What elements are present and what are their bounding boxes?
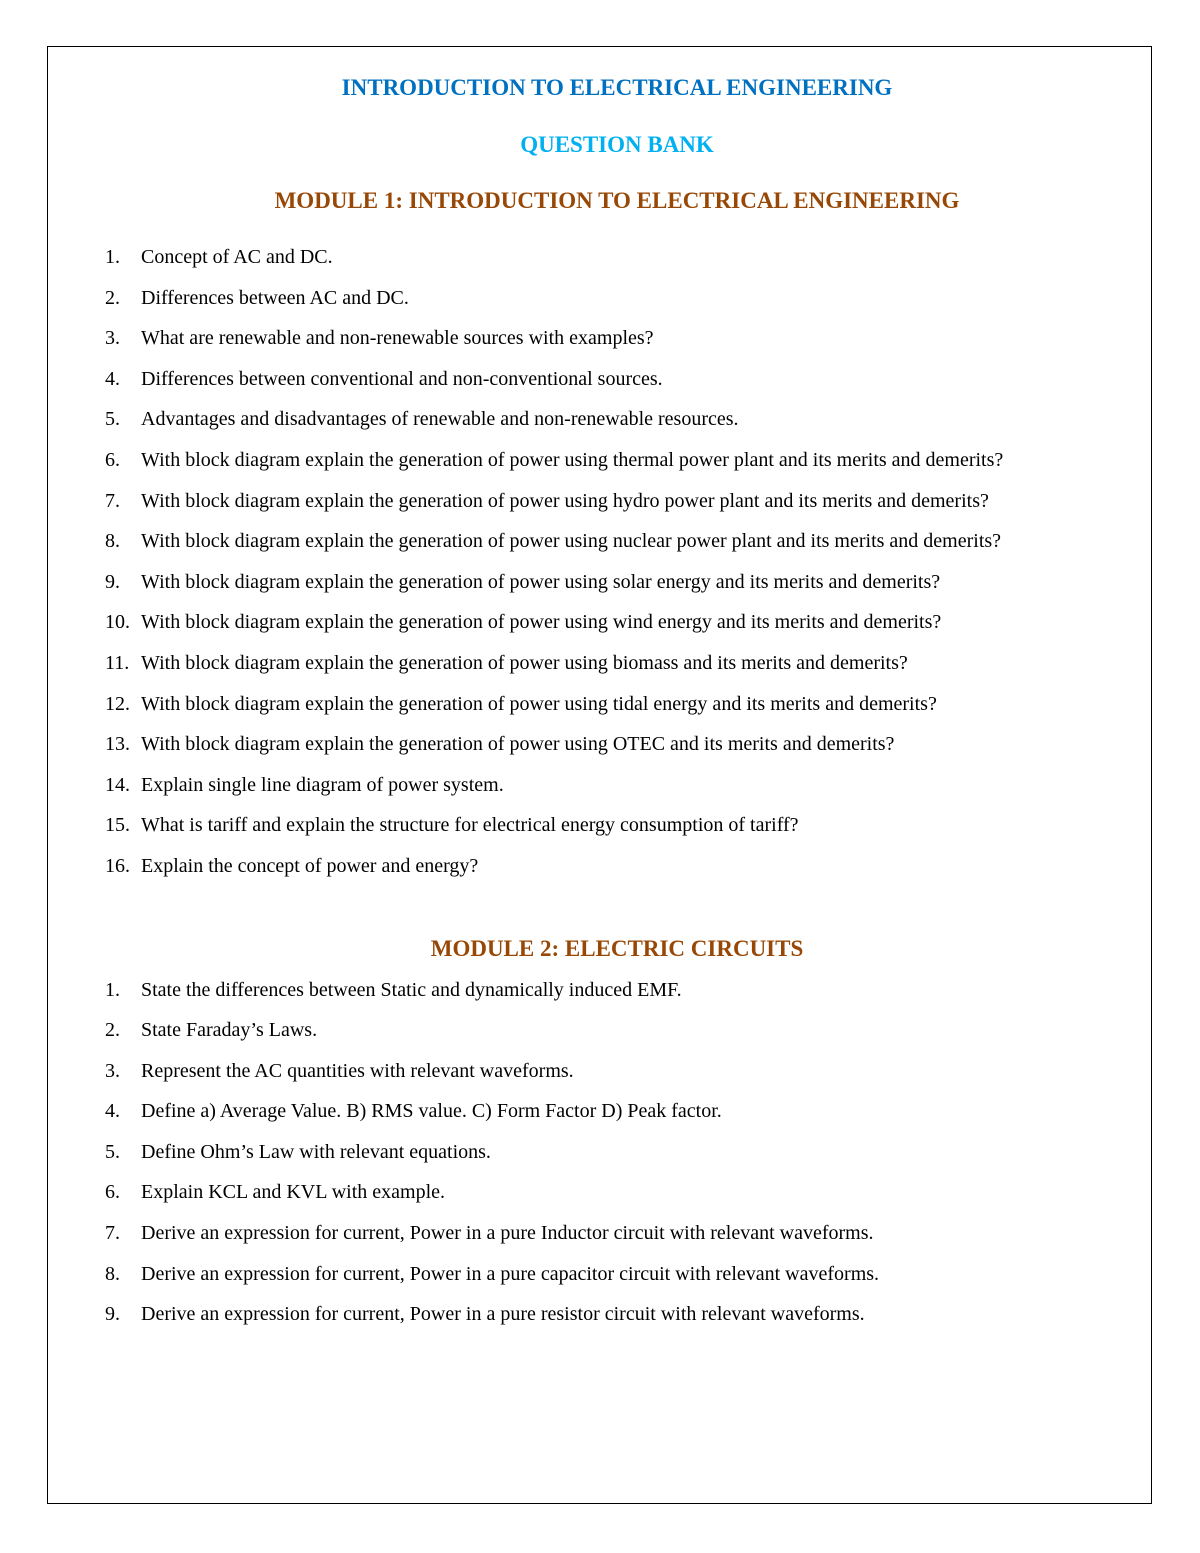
question-item: [105, 237, 1129, 278]
question-number: 4.: [105, 1100, 120, 1123]
question-text: Define Ohm’s Law with relevant equations.: [141, 1140, 491, 1163]
question-item: [105, 1172, 1129, 1213]
question-text: Advantages and disadvantages of renewable and non-renewable resources.: [141, 408, 739, 431]
question-item: [105, 1010, 1129, 1051]
module-1-question-list: [105, 237, 1129, 887]
question-number: 15.: [105, 814, 130, 837]
question-item: [105, 359, 1129, 400]
question-number: 8.: [105, 1262, 120, 1285]
question-text: What is tariff and explain the structure for electrical energy consumption of tariff?: [141, 814, 799, 837]
question-text: State the differences between Static and dynamically induced EMF.: [141, 978, 682, 1001]
question-text: Concept of AC and DC.: [141, 246, 333, 268]
question-number: 10.: [105, 611, 130, 634]
question-text: Differences between conventional and non-conventional sources.: [141, 367, 663, 390]
question-item: [105, 684, 1129, 725]
question-item: [105, 562, 1129, 603]
question-number: 7.: [105, 489, 120, 512]
question-number: 8.: [105, 530, 120, 553]
module-1-heading: MODULE 1: INTRODUCTION TO ELECTRICAL ENGINEERING: [274, 188, 960, 213]
question-item: [105, 765, 1129, 806]
question-item: [105, 440, 1129, 481]
question-number: 2.: [105, 286, 120, 309]
question-item: [105, 481, 1129, 522]
question-item: [105, 805, 1129, 846]
question-item: [105, 1213, 1129, 1254]
question-number: 16.: [105, 854, 130, 877]
question-text: With block diagram explain the generation of power using solar energy and its merits and demerits?: [141, 570, 941, 593]
question-item: [105, 318, 1129, 359]
question-number: 4.: [105, 367, 120, 390]
question-number: 3.: [105, 1059, 120, 1082]
question-number: 2.: [105, 1019, 120, 1042]
question-item: [105, 1132, 1129, 1173]
question-number: 3.: [105, 327, 120, 350]
question-text: Derive an expression for current, Power in a pure Inductor circuit with relevant waveforms.: [141, 1222, 874, 1245]
question-text: Explain the concept of power and energy?: [141, 854, 479, 877]
question-text: With block diagram explain the generation of power using nuclear power plant and its merits and demerits?: [141, 530, 1002, 553]
question-item: [105, 724, 1129, 765]
question-number: 14.: [105, 773, 130, 796]
document-subtitle: QUESTION BANK: [520, 132, 714, 157]
question-item: [105, 1091, 1129, 1132]
question-number: 9.: [105, 570, 120, 593]
question-text: Derive an expression for current, Power in a pure capacitor circuit with relevant waveforms.: [141, 1262, 880, 1285]
question-item: [105, 1294, 1129, 1335]
question-number: 5.: [105, 1140, 120, 1163]
module-2-heading: MODULE 2: ELECTRIC CIRCUITS: [430, 935, 804, 961]
question-number: 6.: [105, 448, 120, 471]
question-item: [105, 278, 1129, 319]
question-text: With block diagram explain the generation of power using wind energy and its merits and demerits?: [141, 611, 942, 634]
question-text: Define a) Average Value. B) RMS value. C) Form Factor D) Peak factor.: [141, 1100, 722, 1123]
question-number: 9.: [105, 1303, 120, 1326]
question-text: With block diagram explain the generation of power using tidal energy and its merits and demerits?: [141, 692, 937, 715]
question-number: 1.: [105, 246, 120, 268]
question-item: [105, 1051, 1129, 1092]
question-number: 5.: [105, 408, 120, 431]
question-item: [105, 970, 1129, 1011]
question-text: With block diagram explain the generation of power using OTEC and its merits and demerits?: [141, 733, 895, 756]
question-text: With block diagram explain the generation of power using biomass and its merits and demerits?: [141, 651, 908, 674]
question-item: [105, 643, 1129, 684]
document-title: INTRODUCTION TO ELECTRICAL ENGINEERING: [341, 75, 893, 100]
question-text: With block diagram explain the generation of power using thermal power plant and its merits and demerits?: [141, 448, 1004, 471]
question-text: Differences between AC and DC.: [141, 286, 409, 309]
question-text: Represent the AC quantities with relevant waveforms.: [141, 1059, 574, 1082]
question-number: 6.: [105, 1181, 120, 1204]
question-text: Derive an expression for current, Power in a pure resistor circuit with relevant waveforms.: [141, 1303, 865, 1326]
question-item: [105, 521, 1129, 562]
question-item: [105, 399, 1129, 440]
question-text: With block diagram explain the generation of power using hydro power plant and its merits and demerits?: [141, 489, 989, 512]
question-number: 13.: [105, 733, 130, 756]
question-text: What are renewable and non-renewable sources with examples?: [141, 327, 654, 350]
question-item: [105, 1254, 1129, 1295]
question-number: 11.: [105, 651, 130, 674]
module-2-question-list: [105, 970, 1129, 1335]
question-number: 7.: [105, 1222, 120, 1245]
question-item: [105, 846, 1129, 887]
question-item: [105, 602, 1129, 643]
document-body: [105, 70, 1129, 1335]
question-number: 1.: [105, 978, 120, 1001]
question-text: Explain KCL and KVL with example.: [141, 1181, 446, 1204]
question-text: Explain single line diagram of power system.: [141, 773, 504, 796]
question-number: 12.: [105, 692, 130, 715]
question-text: State Faraday’s Laws.: [141, 1019, 318, 1042]
